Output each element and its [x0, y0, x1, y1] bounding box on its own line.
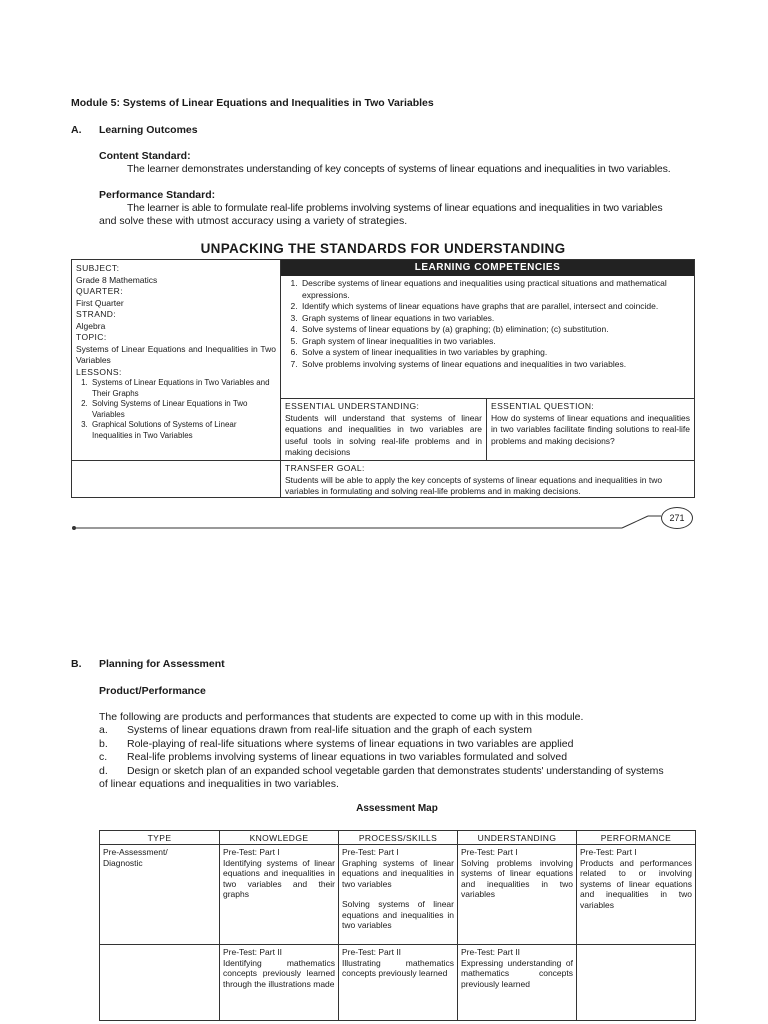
page-number: 271 — [661, 507, 693, 529]
section-a-title: Learning Outcomes — [99, 124, 198, 136]
list-item: 1. Describe systems of linear equations and inequalities using practical situations and mathematical expressions. — [300, 278, 690, 301]
cell-label: Pre-Test: Part I — [342, 847, 399, 857]
lessons-label: LESSONS: — [76, 366, 122, 377]
section-b-intro: The following are products and performances that students are expected to come up with in this module. — [99, 711, 584, 723]
performance-cell — [577, 845, 696, 945]
type-cell — [100, 845, 220, 945]
list-item: 3. Graphical Solutions of Systems of Linear Inequalities in Two Variables — [90, 420, 276, 441]
header-type: TYPE — [100, 831, 220, 845]
cell-text: Solving systems of linear equations and inequalities in two variables — [342, 899, 454, 930]
item-c-letter: c. — [99, 751, 108, 763]
item-d-text-line2: of linear equations and inequalities in two variables. — [99, 778, 339, 790]
subject-info-column — [72, 260, 281, 497]
subject-label: SUBJECT: — [76, 263, 120, 273]
lessons-list — [76, 378, 276, 441]
quarter-label: QUARTER: — [76, 286, 123, 296]
eq-label: ESSENTIAL QUESTION: — [491, 401, 595, 411]
unpacking-title: UNPACKING THE STANDARDS FOR UNDERSTANDING — [200, 241, 566, 256]
content-standard-label: Content Standard: — [99, 150, 191, 162]
item-b-text: Role-playing of real-life situations where systems of linear equations in two variables are applied — [127, 738, 574, 750]
cell-label: Pre-Test: Part II — [342, 947, 402, 957]
list-item: 1. Systems of Linear Equations in Two Variables and Their Graphs — [90, 378, 276, 399]
understanding-cell — [458, 845, 577, 945]
cell-label: Pre-Test: Part II — [223, 947, 283, 957]
list-item: 2. Solving Systems of Linear Equations in Two Variables — [90, 399, 276, 420]
assessment-map-title: Assessment Map — [356, 803, 438, 814]
list-item: 3. Graph systems of linear equations in two variables. — [300, 313, 690, 325]
performance-standard-line2: and solve these with utmost accuracy using a variety of strategies. — [99, 215, 408, 227]
cell-text: Products and performances related to or involving systems of linear equations and inequalities in two variables — [580, 857, 692, 910]
header-process-skills: PROCESS/SKILLS — [339, 831, 458, 845]
cell-text: Expressing understanding of mathematics concepts previously learned — [461, 957, 573, 989]
table-header-row — [100, 831, 696, 845]
performance-cell — [577, 945, 696, 1021]
topic-label: TOPIC: — [76, 332, 107, 342]
tg-text: Students will be able to apply the key concepts of systems of linear equations and inequalities in two variables in formulating and solving real-life problems and in making decisions. — [285, 474, 663, 496]
module-title: Module 5: Systems of Linear Equations and Inequalities in Two Variables — [71, 97, 434, 109]
understanding-cell — [458, 945, 577, 1021]
process-cell — [339, 845, 458, 945]
cell-label: Pre-Test: Part I — [580, 847, 637, 857]
performance-standard-line1: The learner is able to formulate real-life problems involving systems of linear equations and inequalities in two variables — [127, 202, 663, 214]
eu-label: ESSENTIAL UNDERSTANDING: — [285, 401, 420, 411]
competencies-header: LEARNING COMPETENCIES — [281, 260, 694, 276]
header-knowledge: KNOWLEDGE — [220, 831, 339, 845]
eq-text: How do systems of linear equations and inequalities in two variables facilitate finding solutions to real-life problems and making decisions? — [491, 412, 690, 446]
table-row — [100, 845, 696, 945]
assessment-map-table — [99, 830, 696, 1021]
list-item: 7. Solve problems involving systems of linear equations and inequalities in two variables. — [300, 359, 690, 371]
competencies-column — [281, 260, 694, 497]
cell-text: Graphing systems of linear equations and inequalities in two variables — [342, 857, 454, 889]
list-item: 4. Solve systems of linear equations by (a) graphing; (b) elimination; (c) substitution. — [300, 324, 690, 336]
essential-understanding-cell — [281, 399, 487, 460]
topic-value: Systems of Linear Equations and Inequalities in Two Variables — [76, 343, 276, 365]
type-cell — [100, 945, 220, 1021]
knowledge-cell — [220, 945, 339, 1021]
header-performance: PERFORMANCE — [577, 831, 696, 845]
content-standard-text: The learner demonstrates understanding of key concepts of systems of linear equations and inequalities in two variables. — [127, 163, 671, 175]
item-d-letter: d. — [99, 765, 108, 777]
transfer-goal-cell — [281, 461, 694, 500]
item-c-text: Real-life problems involving systems of linear equations in two variables formulated and solved — [127, 751, 568, 763]
cell-label: Pre-Test: Part I — [461, 847, 518, 857]
strand-value: Algebra — [76, 320, 106, 331]
strand-label: STRAND: — [76, 309, 117, 319]
cell-text: Identifying mathematics concepts previously learned through the illustrations made — [223, 957, 335, 989]
tg-label: TRANSFER GOAL: — [285, 463, 365, 473]
list-item: 6. Solve a system of linear inequalities in two variables by graphing. — [300, 347, 690, 359]
header-understanding: UNDERSTANDING — [458, 831, 577, 845]
list-item: 5. Graph system of linear inequalities in two variables. — [300, 336, 690, 348]
item-a-text: Systems of linear equations drawn from real-life situation and the graph of each system — [127, 724, 533, 736]
competencies-list — [285, 278, 690, 370]
item-b-letter: b. — [99, 738, 108, 750]
cell-text: Illustrating mathematics concepts previously learned — [342, 957, 454, 978]
process-cell — [339, 945, 458, 1021]
eu-text: Students will understand that systems of linear equations and inequalities in two variables are useful tools in solving real-life problems and in making decisions — [285, 412, 482, 457]
essential-question-cell — [487, 399, 694, 460]
unpacking-table — [71, 259, 695, 498]
product-performance-heading: Product/Performance — [99, 685, 206, 697]
item-a-letter: a. — [99, 724, 108, 736]
section-b-letter: B. — [71, 658, 82, 670]
section-a-letter: A. — [71, 124, 82, 136]
cell-text: Solving problems involving systems of linear equations and inequalities in two variables — [461, 857, 573, 899]
quarter-value: First Quarter — [76, 297, 124, 308]
cell-text: Identifying systems of linear equations and inequalities in two variables and their graphs — [223, 857, 335, 899]
section-b-title: Planning for Assessment — [99, 658, 225, 670]
table-row — [100, 945, 696, 1021]
type-value: Pre-Assessment/ Diagnostic — [103, 847, 168, 868]
cell-label: Pre-Test: Part I — [223, 847, 280, 857]
list-item: 2. Identify which systems of linear equations have graphs that are parallel, intersect and coincide. — [300, 301, 690, 313]
page-divider-line — [70, 500, 700, 540]
item-d-text: Design or sketch plan of an expanded school vegetable garden that demonstrates students' understanding of systems — [127, 765, 664, 777]
knowledge-cell — [220, 845, 339, 945]
subject-value: Grade 8 Mathematics — [76, 274, 158, 285]
performance-standard-label: Performance Standard: — [99, 189, 216, 201]
cell-label: Pre-Test: Part II — [461, 947, 521, 957]
